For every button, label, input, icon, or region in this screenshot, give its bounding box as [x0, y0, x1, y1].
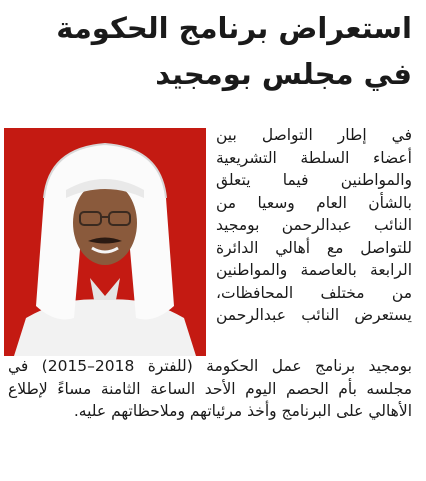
article-line: يستعرض النائب عبدالرحمن — [216, 306, 412, 324]
portrait-icon — [4, 128, 206, 356]
article-line: بومجيد برنامج عمل الحكومة (للفترة 2018–2015) في — [8, 357, 412, 375]
article-line: الأهالي على البرنامج وأخذ مرئياتهم وملاحظاتهم عليه. — [73, 402, 412, 420]
article-line: بالشأن العام وسعيا من — [216, 193, 412, 212]
article-line: الرابعة بالعاصمة والمواطنين — [216, 261, 412, 279]
article-line: والمواطنين فيما يتعلق — [216, 171, 412, 189]
article-column — [216, 124, 412, 327]
article-line: مجلسه بأم الحصم اليوم الأحد الساعة الثامنة مساءً لإطلاع — [8, 379, 412, 398]
headline-line-2: في مجلس بومجيد — [155, 57, 412, 91]
headline-line-1: استعراض برنامج الحكومة — [56, 11, 412, 45]
article-full-width — [8, 355, 412, 423]
article-line: من مختلف المحافظات، — [216, 283, 412, 302]
portrait-photo — [4, 128, 206, 356]
article-line: أعضاء السلطة التشريعية — [216, 148, 412, 167]
article-line: النائب عبدالرحمن بومجيد — [216, 216, 412, 234]
article-line: للتواصل مع أهالي الدائرة — [216, 238, 412, 257]
article-line: في إطار التواصل بين — [216, 126, 412, 144]
